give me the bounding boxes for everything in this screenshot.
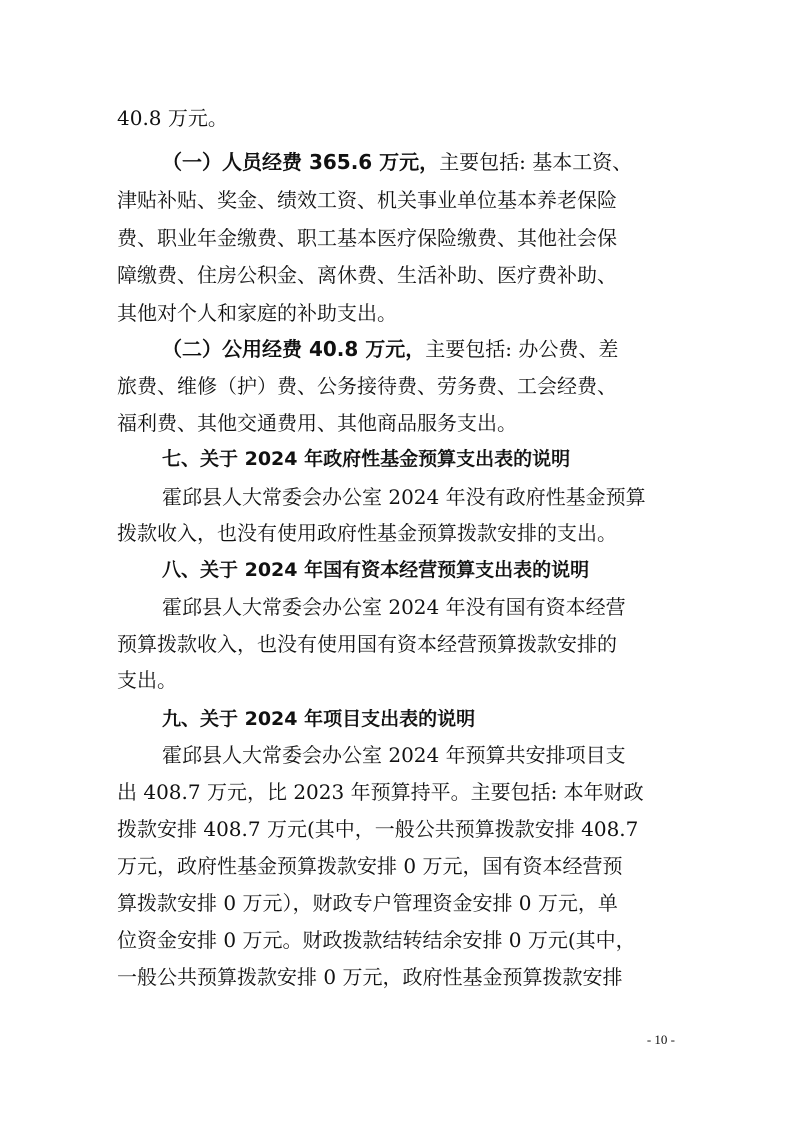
text-line: 其他对个人和家庭的补助支出。	[117, 301, 397, 325]
text-line: 霍邱县人大常委会办公室 2024 年没有政府性基金预算	[162, 485, 646, 509]
text-line: 算拨款安排 0 万元），财政专户管理资金安排 0 万元，单	[117, 891, 618, 915]
text-line: 一般公共预算拨款安排 0 万元，政府性基金预算拨款安排	[117, 965, 623, 989]
text-line: 出 408.7 万元，比 2023 年预算持平。主要包括: 本年财政	[117, 780, 644, 804]
marker-two: （二）	[162, 337, 222, 361]
heading-nine: 九、关于 2024 年项目支出表的说明	[162, 708, 476, 730]
text-line: 旅费、维修（护）费、公务接待费、劳务费、工会经费、	[117, 374, 617, 398]
marker-one: （一）	[162, 150, 222, 174]
text-line: 位资金安排 0 万元。财政拨款结转结余安排 0 万元(其中，	[117, 928, 636, 952]
text-line: 霍邱县人大常委会办公室 2024 年没有国有资本经营	[162, 595, 626, 619]
heading-eight: 八、关于 2024 年国有资本经营预算支出表的说明	[162, 559, 590, 581]
text-line: 霍邱县人大常委会办公室 2024 年预算共安排项目支	[162, 743, 626, 767]
text-line: 费、职业年金缴费、职工基本医疗保险缴费、其他社会保	[117, 226, 617, 250]
personnel-title: 人员经费 365.6 万元，	[222, 150, 440, 174]
public-title: 公用经费 40.8 万元，	[222, 337, 426, 361]
personnel-text: 主要包括: 基本工资、	[439, 150, 633, 174]
heading-seven: 七、关于 2024 年政府性基金预算支出表的说明	[162, 448, 571, 470]
text-line: 预算拨款收入，也没有使用国有资本经营预算拨款安排的	[117, 632, 617, 656]
page-number: - 10 -	[646, 1032, 675, 1047]
text-line: 福利费、其他交通费用、其他商品服务支出。	[117, 411, 517, 435]
public-text: 主要包括: 办公费、差	[425, 337, 619, 361]
text-line: 支出。	[117, 668, 177, 692]
text-line: 障缴费、住房公积金、离休费、生活补助、医疗费补助、	[117, 263, 617, 287]
text-line: 拨款收入，也没有使用政府性基金预算拨款安排的支出。	[117, 521, 617, 545]
text-line: 40.8 万元。	[117, 106, 228, 130]
section-public	[162, 336, 722, 362]
section-personnel	[162, 149, 722, 175]
text-line: 津贴补贴、奖金、绩效工资、机关事业单位基本养老保险	[117, 188, 617, 212]
text-line: 拨款安排 408.7 万元(其中，一般公共预算拨款安排 408.7	[117, 817, 639, 841]
text-line: 万元，政府性基金预算拨款安排 0 万元，国有资本经营预	[117, 854, 623, 878]
